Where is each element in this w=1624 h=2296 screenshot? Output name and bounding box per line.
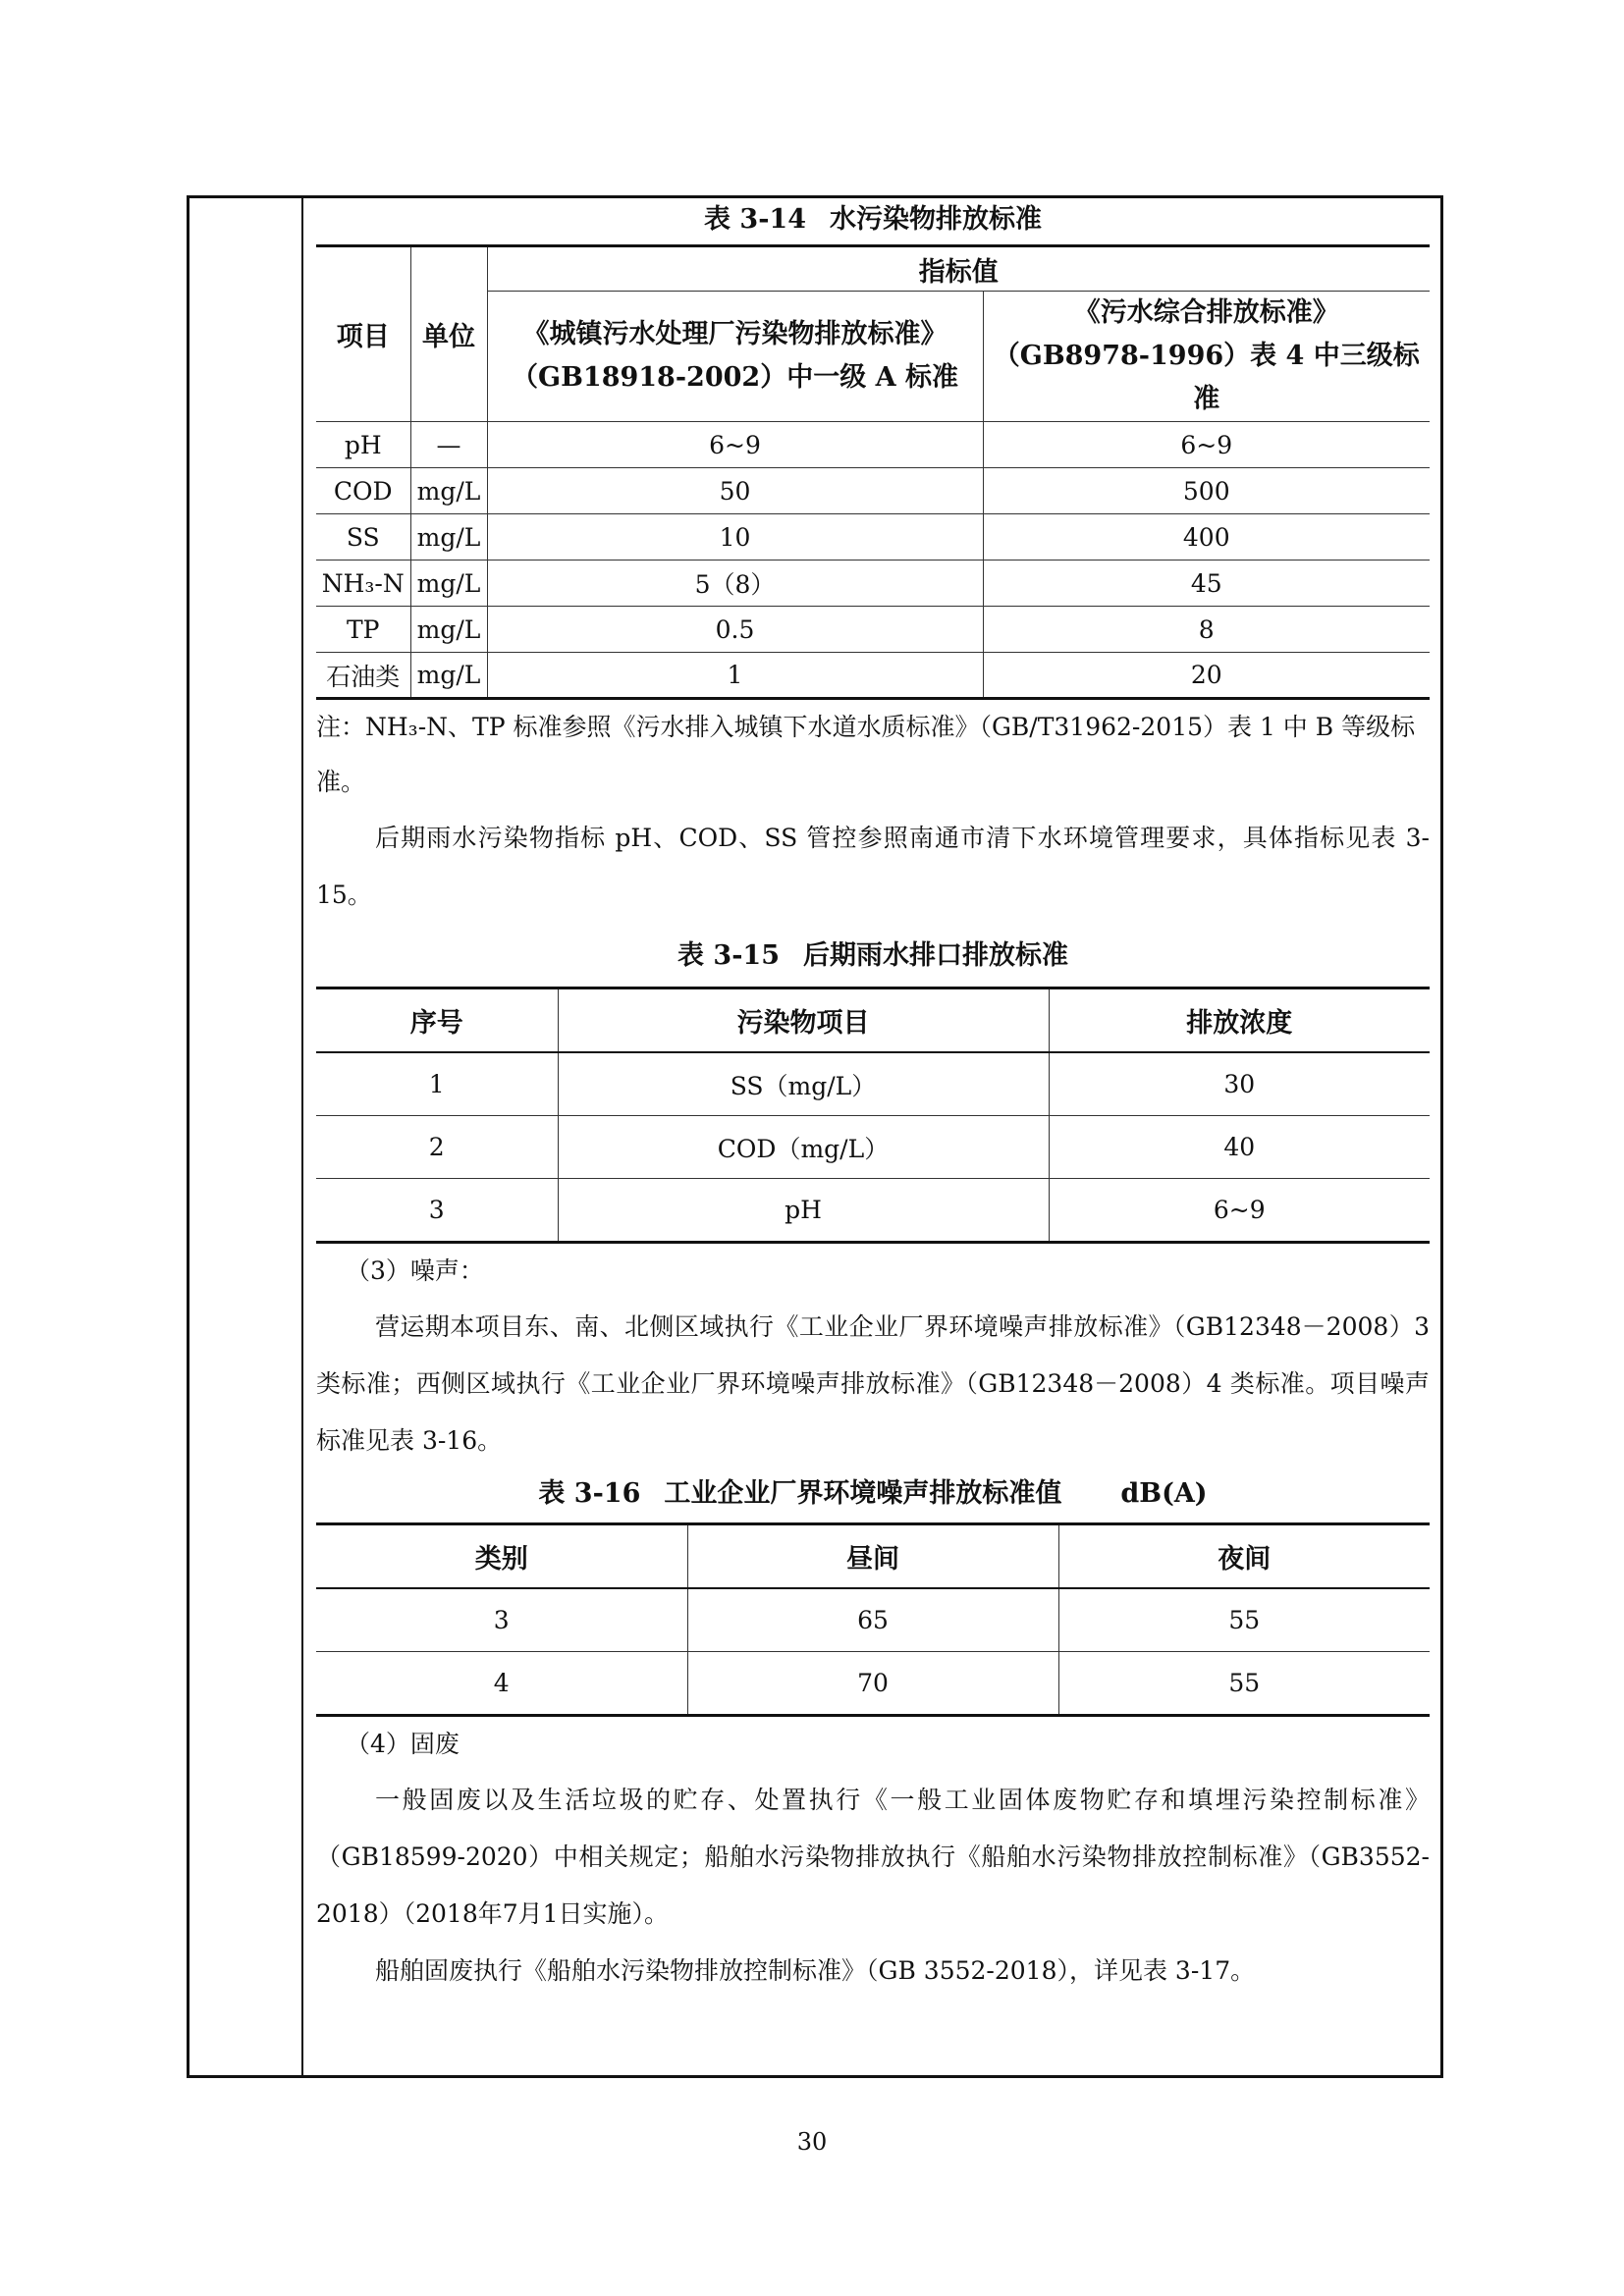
header-daytime: 昼间 bbox=[687, 1524, 1058, 1589]
cell-daytime: 70 bbox=[687, 1652, 1058, 1716]
noise-standard-table bbox=[316, 1522, 1430, 1717]
cell-value-2: 45 bbox=[983, 561, 1430, 607]
header-standard-2 bbox=[983, 292, 1430, 422]
caption-unit: dB(A) bbox=[1120, 1478, 1208, 1509]
cell-serial: 2 bbox=[316, 1116, 558, 1179]
cell-value-1: 1 bbox=[487, 653, 983, 699]
table-3-14-note: 注：NH₃-N、TP 标准参照《污水排入城镇下水道水质标准》（GB/T31962-2015）表 1 中 B 等级标准。 bbox=[316, 713, 1416, 796]
header-nighttime: 夜间 bbox=[1058, 1524, 1430, 1589]
caption-number: 表 3-16 bbox=[538, 1478, 641, 1509]
table-row bbox=[316, 1116, 1430, 1179]
caption-title: 水污染物排放标准 bbox=[829, 204, 1042, 235]
cell-item: SS bbox=[316, 514, 410, 561]
header-serial: 序号 bbox=[316, 988, 558, 1053]
cell-value-2: 500 bbox=[983, 468, 1430, 514]
cell-concentration: 30 bbox=[1049, 1052, 1430, 1116]
cell-pollutant: COD（mg/L） bbox=[558, 1116, 1049, 1179]
cell-item: 石油类 bbox=[316, 653, 410, 699]
standard-1-grade: （GB18918-2002）中一级 A 标准 bbox=[512, 362, 958, 393]
cell-nighttime: 55 bbox=[1058, 1652, 1430, 1716]
cell-daytime: 65 bbox=[687, 1588, 1058, 1652]
water-pollutant-standard-table bbox=[316, 244, 1430, 700]
page-number: 30 bbox=[796, 2128, 828, 2156]
paragraph-solid-waste: 一般固废以及生活垃圾的贮存、处置执行《一般工业固体废物贮存和填埋污染控制标准》（GB18599-2020）中相关规定；船舶水污染物排放执行《船舶水污染物排放控制标准》（GB3552-2018）（2018年7月1日实施）。 bbox=[316, 1786, 1430, 1928]
cell-unit: — bbox=[410, 422, 487, 468]
table-row bbox=[316, 653, 1430, 699]
header-category: 类别 bbox=[316, 1524, 687, 1589]
header-pollutant: 污染物项目 bbox=[558, 988, 1049, 1053]
rainwater-outlet-standard-table bbox=[316, 987, 1430, 1244]
cell-unit: mg/L bbox=[410, 653, 487, 699]
table-3-15-caption bbox=[316, 932, 1430, 981]
table-row bbox=[316, 1052, 1430, 1116]
cell-value-2: 6~9 bbox=[983, 422, 1430, 468]
cell-value-2: 20 bbox=[983, 653, 1430, 699]
solid-waste-heading: （4）固废 bbox=[346, 1730, 460, 1758]
main-content bbox=[316, 195, 1430, 2000]
frame-divider bbox=[301, 195, 303, 2078]
cell-serial: 3 bbox=[428, 1196, 445, 1224]
table-row bbox=[316, 468, 1430, 514]
cell-unit: mg/L bbox=[410, 561, 487, 607]
cell-unit: mg/L bbox=[410, 468, 487, 514]
table-row bbox=[316, 607, 1430, 653]
paragraph-ship-waste: 船舶固废执行《船舶水污染物排放控制标准》（GB 3552-2018），详见表 3-17。 bbox=[375, 1956, 1256, 1985]
table-row bbox=[316, 514, 1430, 561]
cell-category: 3 bbox=[316, 1588, 687, 1652]
cell-value-2: 400 bbox=[983, 514, 1430, 561]
cell-value-1: 0.5 bbox=[487, 607, 983, 653]
cell-pollutant: pH bbox=[558, 1179, 1049, 1243]
table-3-16-caption bbox=[316, 1469, 1430, 1519]
caption-title: 后期雨水排口排放标准 bbox=[802, 940, 1068, 971]
cell-category: 4 bbox=[493, 1669, 510, 1697]
cell-value-1: 50 bbox=[487, 468, 983, 514]
cell-value-1: 5（8） bbox=[487, 561, 983, 607]
header-standard-1 bbox=[487, 292, 983, 422]
noise-heading: （3）噪声： bbox=[346, 1256, 484, 1285]
caption-number: 表 3-15 bbox=[677, 940, 780, 971]
cell-item: pH bbox=[316, 422, 410, 468]
standard-2-grade: （GB8978-1996）表 4 中三级标准 bbox=[993, 341, 1420, 414]
paragraph-rainwater: 后期雨水污染物指标 pH、COD、SS 管控参照南通市清下水环境管理要求，具体指标见表 3-15。 bbox=[316, 824, 1430, 909]
caption-title: 工业企业厂界环境噪声排放标准值 bbox=[664, 1478, 1062, 1509]
cell-unit: mg/L bbox=[410, 514, 487, 561]
cell-concentration: 40 bbox=[1049, 1116, 1430, 1179]
cell-serial: 1 bbox=[316, 1052, 558, 1116]
header-item: 项目 bbox=[316, 246, 410, 422]
cell-pollutant: SS（mg/L） bbox=[558, 1052, 1049, 1116]
table-row bbox=[316, 561, 1430, 607]
table-row bbox=[316, 1588, 1430, 1652]
cell-nighttime: 55 bbox=[1058, 1588, 1430, 1652]
table-row bbox=[316, 1179, 1430, 1243]
cell-value-1: 10 bbox=[487, 514, 983, 561]
standard-1-name: 《城镇污水处理厂污染物排放标准》 bbox=[522, 319, 947, 349]
standard-2-name: 《污水综合排放标准》 bbox=[1073, 297, 1339, 328]
table-row bbox=[316, 422, 1430, 468]
cell-value-1: 6~9 bbox=[487, 422, 983, 468]
table-3-14-caption bbox=[316, 195, 1430, 244]
cell-item: COD bbox=[316, 468, 410, 514]
cell-concentration: 6~9 bbox=[1049, 1179, 1430, 1243]
cell-unit: mg/L bbox=[410, 607, 487, 653]
caption-number: 表 3-14 bbox=[704, 204, 806, 235]
header-indicator: 指标值 bbox=[487, 246, 1430, 292]
cell-value-2: 8 bbox=[983, 607, 1430, 653]
table-row bbox=[316, 1652, 1430, 1716]
cell-item: TP bbox=[316, 607, 410, 653]
header-unit: 单位 bbox=[410, 246, 487, 422]
header-concentration: 排放浓度 bbox=[1049, 988, 1430, 1053]
paragraph-noise: 营运期本项目东、南、北侧区域执行《工业企业厂界环境噪声排放标准》（GB12348－2008）3 类标准；西侧区域执行《工业企业厂界环境噪声排放标准》（GB12348－2008）4 类标准。项目噪声标准见表 3-16。 bbox=[316, 1312, 1430, 1455]
cell-item: NH₃-N bbox=[316, 561, 410, 607]
